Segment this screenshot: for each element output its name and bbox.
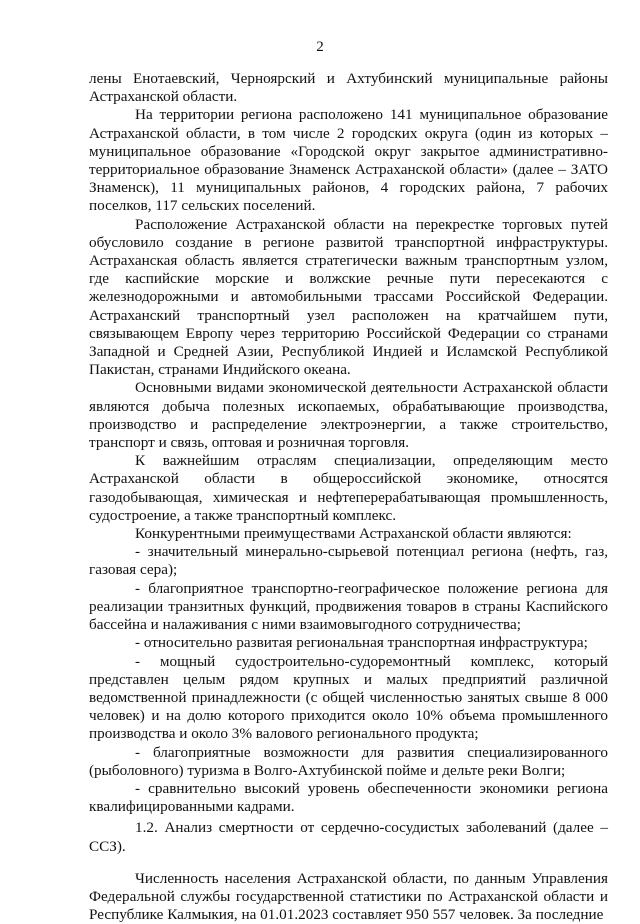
paragraph-municipalities: На территории региона расположено 141 муниципальное образование Астраханской области, в том числе 2 городских округа (один из которых – муниципальное образование «Городской округ закрытое административно-территориальное образование Знаменск Астраханской области» (далее – ЗАТО Знаменск), 11 муниципальных районов, 4 городских района, 7 рабочих поселков, 117 сельских поселений. — [89, 106, 608, 215]
list-item-fishing-tourism: - благоприятные возможности для развития специализированного (рыболовного) туризма в Волго-Ахтубинской пойме и дельте реки Волги; — [89, 743, 608, 779]
paragraph-population: Численность населения Астраханской области, по данным Управления Федеральной службы государственной статистики по Астраханской области и Республике Калмыкия, на 01.01.2023 составляет 950 557 человек. За последние — [89, 869, 608, 924]
section-heading-1-2: 1.2. Анализ смертности от сердечно-сосудистых заболеваний (далее – ССЗ). — [89, 819, 608, 855]
paragraph-advantages-intro: Конкурентными преимуществами Астраханской области являются: — [135, 525, 572, 543]
list-item-shipbuilding: - мощный судостроительно-судоремонтный комплекс, который представлен целым рядом крупных и малых предприятий различной ведомственной принадлежности (с общей численностью занятых свыше 8 000 человек) и на долю которого приходится около 10% объема промышленного производства и около 3% валового регионального продукта; — [89, 652, 608, 743]
list-item-qualified-staff: - сравнительно высокий уровень обеспеченности экономики региона квалифицированными кадрами. — [89, 779, 608, 816]
paragraph-continuation: лены Енотаевский, Черноярский и Ахтубинский муниципальные районы Астраханской области. — [89, 70, 608, 106]
page-number: 2 — [316, 39, 324, 55]
list-item-mineral-resources: - значительный минерально-сырьевой потенциал региона (нефть, газ, газовая сера); — [89, 543, 608, 579]
paragraph-specialization: К важнейшим отраслям специализации, определяющим место Астраханской области в общероссийской экономике, относятся газодобывающая, химическая и нефтеперерабатывающая промышленность, судостроение, а также транспортный комплекс. — [89, 452, 608, 524]
document-body — [89, 70, 608, 924]
list-item-transport-infrastructure: - относительно развитая региональная транспортная инфраструктура; — [135, 634, 588, 652]
paragraph-economic-activities: Основными видами экономической деятельности Астраханской области являются добыча полезных ископаемых, обрабатывающие производства, производство и распределение электроэнергии, а также строительство, транспорт и связь, оптовая и розничная торговля. — [89, 379, 608, 452]
paragraph-transport-location: Расположение Астраханской области на перекрестке торговых путей обусловило создание в регионе развитой транспортной инфраструктуры. Астраханская область является стратегически важным транспортным узлом, где каспийские морские и волжские речные пути пересекаются с железнодорожными и автомобильными трассами Российской Федерации. Астраханский транспортный узел расположен на кратчайшем пути, связывающем Европу через территорию Российской Федерации со странами Западной и Средней Азии, Республикой Индией и Исламской Республикой Пакистан, странами Индийского океана. — [89, 215, 608, 379]
list-item-transit-position: - благоприятное транспортно-географическое положение региона для реализации транзитных функций, продвижения товаров в страны Каспийского бассейна и налаживания с ними взаимовыгодного сотрудничества; — [89, 579, 608, 634]
